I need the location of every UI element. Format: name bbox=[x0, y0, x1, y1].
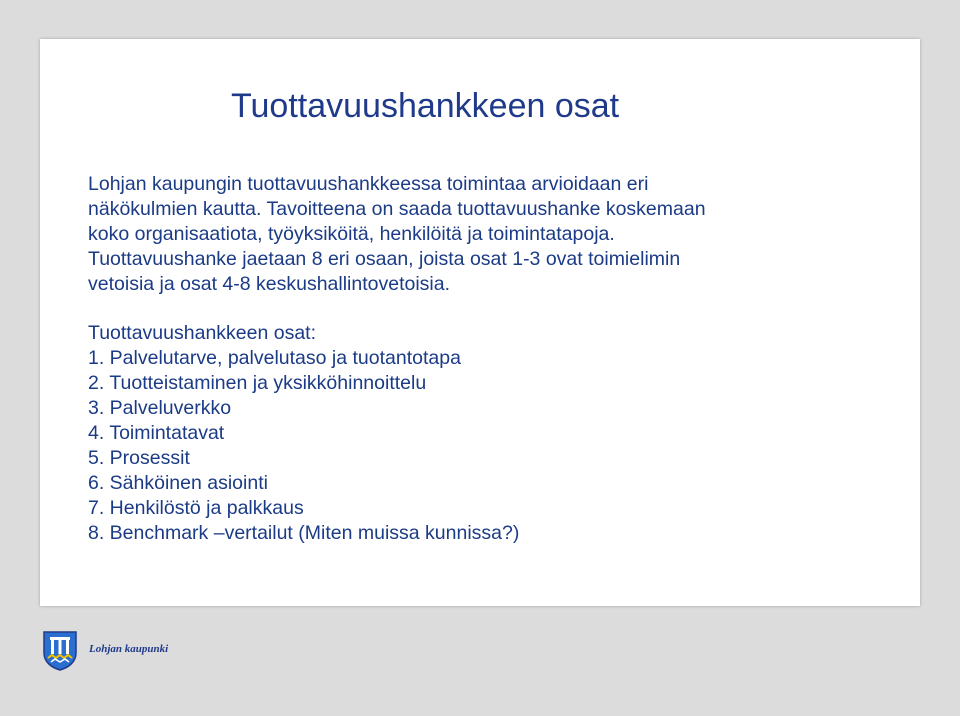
list-item: 2. Tuotteistaminen ja yksikköhinnoittelu bbox=[88, 372, 427, 394]
intro-line: koko organisaatiota, työyksiköitä, henkilöitä ja toimintatapoja. bbox=[88, 223, 615, 245]
list-item: 5. Prosessit bbox=[88, 447, 190, 469]
intro-line: näkökulmien kautta. Tavoitteena on saada tuottavuushanke koskemaan bbox=[88, 198, 706, 220]
list-item: 3. Palveluverkko bbox=[88, 397, 232, 419]
list-item: 4. Toimintatavat bbox=[88, 422, 225, 444]
intro-paragraph bbox=[88, 172, 868, 297]
list-item: 7. Henkilöstö ja palkkaus bbox=[88, 497, 304, 519]
list-item: 1. Palvelutarve, palvelutaso ja tuotantotapa bbox=[88, 347, 461, 369]
parts-list bbox=[88, 346, 868, 546]
slide-body bbox=[88, 172, 868, 546]
intro-line: vetoisia ja osat 4-8 keskushallintovetoisia. bbox=[88, 273, 451, 295]
list-item: 6. Sähköinen asiointi bbox=[88, 472, 268, 494]
organization-name: Lohjan kaupunki bbox=[89, 643, 169, 655]
intro-line: Lohjan kaupungin tuottavuushankkeessa toimintaa arvioidaan eri bbox=[88, 173, 649, 195]
city-coat-of-arms-icon bbox=[43, 631, 77, 671]
slide-title: Tuottavuushankkeen osat bbox=[231, 87, 620, 125]
intro-line: Tuottavuushanke jaetaan 8 eri osaan, joista osat 1-3 ovat toimielimin bbox=[88, 248, 681, 270]
list-item: 8. Benchmark –vertailut (Miten muissa kunnissa?) bbox=[88, 522, 520, 544]
footer bbox=[0, 618, 960, 716]
parts-heading: Tuottavuushankkeen osat: bbox=[88, 322, 317, 344]
